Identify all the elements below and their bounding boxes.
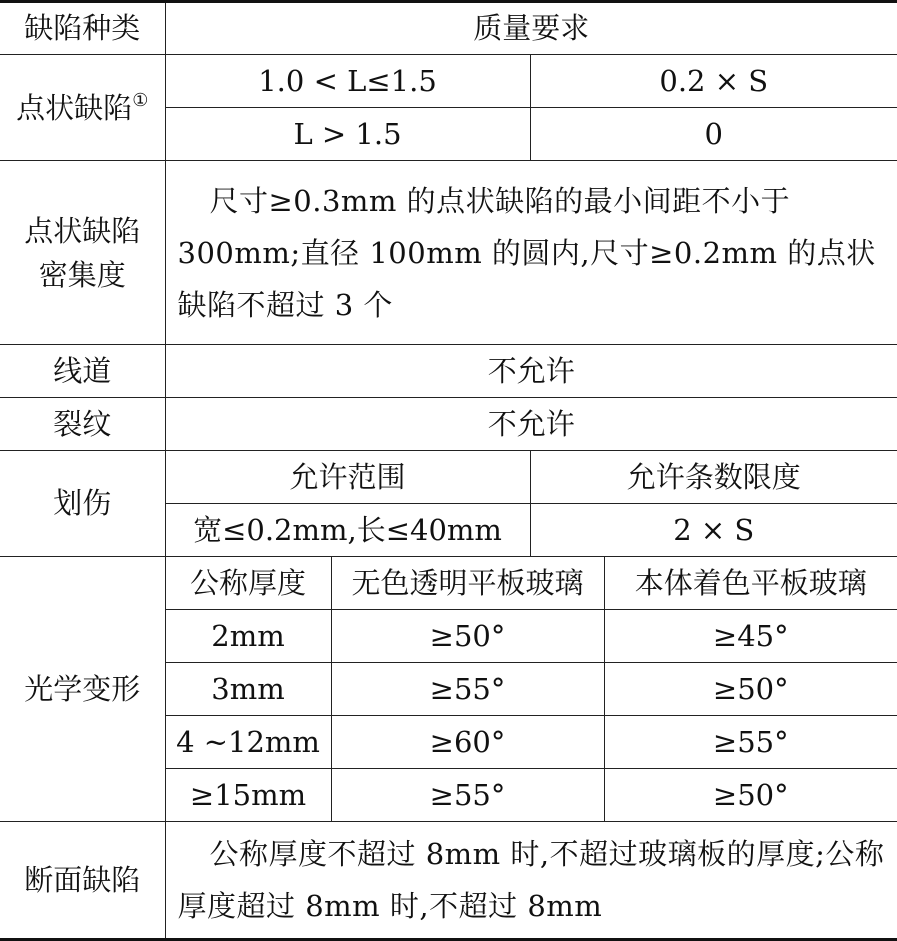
scratches-label: 划伤 <box>0 451 165 557</box>
footnote-marker: ① <box>132 89 149 111</box>
optical-thickness: 4 ~12mm <box>165 716 331 769</box>
point-density-label <box>0 161 165 345</box>
point-defect-value-2: 0 <box>530 108 897 161</box>
edge-defect-text-content: 公称厚度不超过 8mm 时,不超过玻璃板的厚度;公称厚度超过 8mm 时,不超过 8mm <box>177 837 885 923</box>
scratches-range: 宽≤0.2mm,长≤40mm <box>165 504 530 557</box>
optical-thickness: ≥15mm <box>165 769 331 822</box>
optical-clear-value: ≥55° <box>331 663 604 716</box>
scratches-count: 2 × S <box>530 504 897 557</box>
optical-header-thickness: 公称厚度 <box>165 557 331 610</box>
scratches-head-range: 允许范围 <box>165 451 530 504</box>
header-defect-type: 缺陷种类 <box>0 2 165 55</box>
optical-tinted-value: ≥50° <box>604 663 897 716</box>
optical-thickness: 2mm <box>165 610 331 663</box>
point-defect-range-1: 1.0 < L≤1.5 <box>165 55 530 108</box>
optical-tinted-value: ≥50° <box>604 769 897 822</box>
lines-value: 不允许 <box>165 345 897 398</box>
optical-clear-value: ≥60° <box>331 716 604 769</box>
optical-clear-value: ≥55° <box>331 769 604 822</box>
header-quality-requirement: 质量要求 <box>165 2 897 55</box>
point-density-label-line1: 点状缺陷 <box>24 213 141 248</box>
point-defect-label: 点状缺陷① <box>0 55 165 161</box>
point-defect-range-2: L > 1.5 <box>165 108 530 161</box>
optical-thickness: 3mm <box>165 663 331 716</box>
lines-label: 线道 <box>0 345 165 398</box>
point-density-text <box>165 161 897 345</box>
point-defect-value-1: 0.2 × S <box>530 55 897 108</box>
optical-header-tinted: 本体着色平板玻璃 <box>604 557 897 610</box>
cracks-value: 不允许 <box>165 398 897 451</box>
optical-clear-value: ≥50° <box>331 610 604 663</box>
point-density-text-content: 尺寸≥0.3mm 的点状缺陷的最小间距不小于300mm;直径 100mm 的圆内,尺寸≥0.2mm 的点状缺陷不超过 3 个 <box>177 183 876 322</box>
cracks-label: 裂纹 <box>0 398 165 451</box>
optical-header-clear: 无色透明平板玻璃 <box>331 557 604 610</box>
optical-tinted-value: ≥45° <box>604 610 897 663</box>
point-density-label-line2: 密集度 <box>38 257 126 292</box>
scratches-head-count: 允许条数限度 <box>530 451 897 504</box>
optical-label: 光学变形 <box>0 557 165 822</box>
edge-defect-label: 断面缺陷 <box>0 822 165 940</box>
edge-defect-text <box>165 822 897 940</box>
optical-tinted-value: ≥55° <box>604 716 897 769</box>
